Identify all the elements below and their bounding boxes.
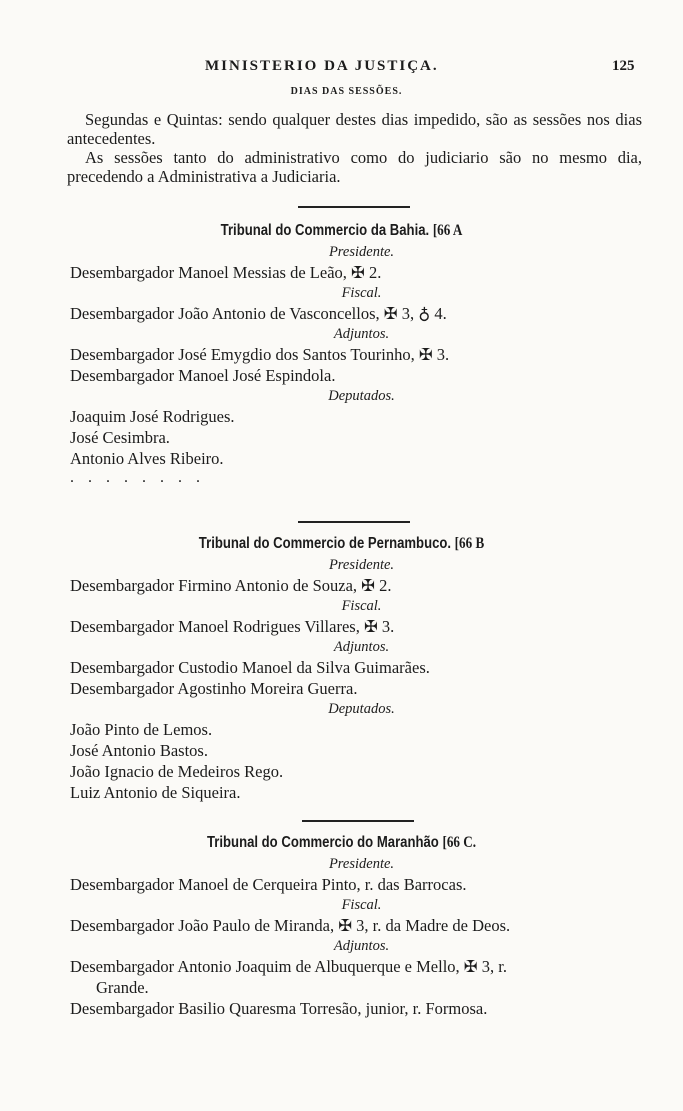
- presidente-label: Presidente.: [328, 244, 395, 260]
- deputado-entry: Antonio Alves Ribeiro.: [70, 449, 224, 468]
- presidente-entry: Desembargador Manoel Messias de Leão, ✠ 2.: [70, 263, 382, 282]
- adjunto-entry: Desembargador Agostinho Moreira Guerra.: [70, 679, 358, 698]
- section-title: [61, 220, 621, 242]
- fiscal-label: Fiscal.: [341, 285, 382, 301]
- deputados-label: Deputados.: [328, 701, 395, 717]
- adjunto-entry: Desembargador Custodio Manoel da Silva Guimarães.: [70, 658, 430, 677]
- adjunto-entry: Desembargador Manoel José Espindola.: [70, 366, 336, 385]
- section-divider: [298, 521, 410, 523]
- adjuntos-label: Adjuntos.: [333, 326, 390, 342]
- section-title-text: Tribunal do Commercio de Pernambuco.: [198, 535, 452, 552]
- section-pernambuco: [0, 533, 683, 803]
- fiscal-label: Fiscal.: [341, 598, 382, 614]
- section-code: [66 B: [454, 535, 485, 552]
- running-title: MINISTERIO DA JUSTIÇA.: [205, 58, 439, 74]
- ellipsis-dots: ........: [70, 469, 214, 486]
- section-title: [61, 533, 621, 555]
- section-title-text: Tribunal do Commercio da Bahia.: [220, 222, 430, 239]
- deputados-label: Deputados.: [328, 388, 395, 404]
- presidente-label: Presidente.: [328, 856, 395, 872]
- subhead: DIAS DAS SESSÕES.: [290, 86, 403, 97]
- adjuntos-label: Adjuntos.: [333, 639, 390, 655]
- deputado-entry: Joaquim José Rodrigues.: [70, 407, 235, 426]
- deputado-entry: João Ignacio de Medeiros Rego.: [70, 762, 284, 781]
- fiscal-entry: Desembargador João Antonio de Vasconcellos, ✠ 3, ♁ 4.: [70, 304, 447, 323]
- adjunto-entry: Desembargador Basilio Quaresma Torresão, junior, r. Formosa.: [70, 999, 488, 1018]
- deputado-entry: Luiz Antonio de Siqueira.: [70, 783, 241, 802]
- fiscal-label: Fiscal.: [341, 897, 382, 913]
- presidente-label: Presidente.: [328, 557, 395, 573]
- adjunto-entry-continuation: Grande.: [96, 978, 149, 997]
- section-divider: [302, 820, 414, 822]
- intro-text: [67, 110, 642, 186]
- deputado-entry: João Pinto de Lemos.: [70, 720, 213, 739]
- page-header: [0, 58, 683, 78]
- adjunto-entry: Desembargador José Emygdio dos Santos Tourinho, ✠ 3.: [70, 345, 450, 364]
- section-divider: [298, 206, 410, 208]
- presidente-entry: Desembargador Manoel de Cerqueira Pinto, r. das Barrocas.: [70, 875, 467, 894]
- adjunto-entry: Desembargador Antonio Joaquim de Albuquerque e Mello, ✠ 3, r.: [70, 957, 507, 976]
- section-maranhao: [0, 832, 683, 1019]
- deputado-entry: José Cesimbra.: [70, 428, 170, 447]
- fiscal-entry: Desembargador João Paulo de Miranda, ✠ 3, r. da Madre de Deos.: [70, 916, 511, 935]
- section-bahia: [0, 220, 683, 487]
- intro-paragraph-2: As sessões tanto do administrativo como do judiciario são no mesmo dia, precedendo a Administrativa a Judiciaria.: [67, 148, 642, 186]
- page-number: 125: [612, 58, 635, 74]
- presidente-entry: Desembargador Firmino Antonio de Souza, ✠ 2.: [70, 576, 392, 595]
- fiscal-entry: Desembargador Manoel Rodrigues Villares, ✠ 3.: [70, 617, 395, 636]
- section-code: [66 A: [432, 222, 463, 239]
- adjuntos-label: Adjuntos.: [333, 938, 390, 954]
- section-title-text: Tribunal do Commercio do Maranhão: [206, 834, 439, 851]
- section-code: [66 C.: [442, 834, 476, 851]
- intro-paragraph-1: Segundas e Quintas: sendo qualquer destes dias impedido, são as sessões nos dias antecedentes.: [67, 110, 642, 148]
- deputado-entry: José Antonio Bastos.: [70, 741, 208, 760]
- section-title: [61, 832, 621, 854]
